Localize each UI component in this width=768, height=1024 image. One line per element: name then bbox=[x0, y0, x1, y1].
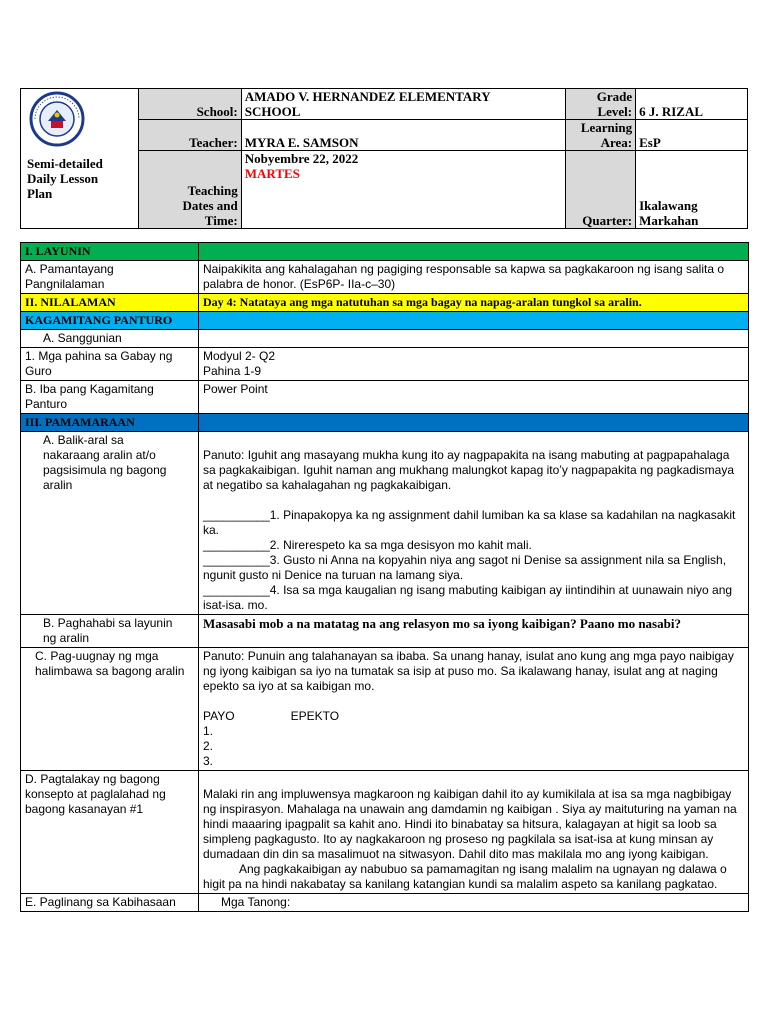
pagtalakay-label: D. Pagtalakay ng bagong konsepto at paglalahad ng bagong kasanayan #1 bbox=[21, 771, 199, 894]
paghahabi-label: B. Paghahabi sa layunin ng aralin bbox=[21, 615, 199, 648]
balik-item-4: __________4. Isa sa mga kaugalian ng isang mabuting kaibigan ay iintindihin at uunawain niyo ang isat-isa. mo. bbox=[203, 583, 733, 612]
pagtalakay-paragraph-1: Malaki rin ang impluwensya magkaroon ng kaibigan dahil ito ay kumikilala at isa sa mga nagbibigay ng inspirasyon. Mahalaga na unawain ang damdamin ng kaibigan . Siya ay maituturing na yaman na hindi maaaring ipagpalit sa kahit ano. Hindi ito binabatay sa hitsura, kalagayan at higit sa loob sa simpleng pagkagusto. Ito ay nagkakaroon ng proseso ng pagkilala sa isat-isa at kung minsan ay dumadaan din din sa masalimuot na sitwasyon. Dahil dito mas makilala mo ang iyong kaibigan. bbox=[203, 787, 737, 861]
paghahabi-text: Masasabi mob a na matatag na ang relasyon mo sa iyong kaibigan? Paano mo nasabi? bbox=[199, 615, 749, 648]
row-pamantayan bbox=[21, 261, 749, 294]
section-pamamaraan-blank bbox=[199, 414, 749, 432]
doc-type-label: Semi-detailed Daily Lesson Plan bbox=[27, 156, 103, 201]
section-row-kagamitan bbox=[21, 312, 749, 330]
section-row-layunin bbox=[21, 243, 749, 261]
date-cell bbox=[241, 151, 565, 229]
teacher-value: MYRA E. SAMSON bbox=[241, 120, 565, 151]
section-pamamaraan: III. PAMAMARAAN bbox=[21, 414, 199, 432]
iba-text: Power Point bbox=[199, 381, 749, 414]
day-value: MARTES bbox=[244, 166, 300, 181]
section-kagamitan-blank bbox=[199, 312, 749, 330]
pamantayan-text: Naipakikita ang kahalagahan ng pagiging responsable sa kapwa sa pagkakaroon ng isang salita o palabra de honor. (EsP6P- IIa-c–30) bbox=[199, 261, 749, 294]
row-paguugnay bbox=[21, 648, 749, 771]
number-1: 1. bbox=[203, 724, 214, 738]
sanggunian-label: A. Sanggunian bbox=[21, 330, 199, 348]
dates-label: Teaching Dates and Time: bbox=[138, 151, 241, 229]
school-label: School: bbox=[138, 89, 241, 120]
row-sanggunian bbox=[21, 330, 749, 348]
deped-seal-icon bbox=[27, 91, 87, 147]
paguugnay-panuto: Panuto: Punuin ang talahanayan sa ibaba. Sa unang hanay, isulat ano kung ang mga payo naibigay ng iyong kaibigan sa iyo na tumatak sa isip at puso mo. Sa ikalawang hanay, isulat ang at naging epekto sa iyo at sa kaibigan mo. bbox=[203, 649, 734, 693]
payo-epekto-header bbox=[203, 709, 744, 724]
section-kagamitan: KAGAMITANG PANTURO bbox=[21, 312, 199, 330]
balik-panuto: Panuto: Iguhit ang masayang mukha kung ito ay nagpapakita na isang mabuting at pagpapahalaga sa pagkakaibigan. Iguhit naman ang mukhang malungkot kapag ito’y nagpapakita ng pagkadismaya at negatibo sa kahalagahan ng pagkakaibigan. bbox=[203, 448, 735, 492]
row-paghahabi bbox=[21, 615, 749, 648]
paglinang-label: E. Paglinang sa Kabihasaan bbox=[21, 894, 199, 912]
date-value: Nobyembre 22, 2022 bbox=[244, 151, 359, 166]
paguugnay-content bbox=[199, 648, 749, 771]
balik-content bbox=[199, 432, 749, 615]
lesson-body-table bbox=[20, 242, 749, 912]
pamantayan-label: A. Pamantayang Pangnilalaman bbox=[21, 261, 199, 294]
iba-label: B. Iba pang Kagamitang Panturo bbox=[21, 381, 199, 414]
quarter-label: Quarter: bbox=[566, 151, 636, 229]
balik-item-1: __________1. Pinapakopya ka ng assignment dahil lumiban ka sa klase sa kadahilan na nagkasakit ka. bbox=[203, 508, 736, 537]
section-layunin: I. LAYUNIN bbox=[21, 243, 199, 261]
quarter-value: Ikalawang Markahan bbox=[636, 151, 748, 229]
row-pagtalakay bbox=[21, 771, 749, 894]
sanggunian-blank bbox=[199, 330, 749, 348]
payo-label: PAYO bbox=[203, 709, 235, 723]
row-iba bbox=[21, 381, 749, 414]
grade-label: Grade Level: bbox=[566, 89, 636, 120]
row-balik-aral bbox=[21, 432, 749, 615]
learning-area-value: EsP bbox=[636, 120, 748, 151]
paguugnay-label: C. Pag-uugnay ng mga halimbawa sa bagong aralin bbox=[21, 648, 199, 771]
number-2: 2. bbox=[203, 739, 214, 753]
section-nilalaman: II. NILALAMAN bbox=[21, 294, 199, 312]
row-gabay bbox=[21, 348, 749, 381]
learning-area-label: Learning Area: bbox=[566, 120, 636, 151]
section-layunin-blank bbox=[199, 243, 749, 261]
section-row-nilalaman bbox=[21, 294, 749, 312]
lesson-header-table bbox=[20, 88, 748, 229]
paglinang-text: Mga Tanong: bbox=[199, 894, 749, 912]
gabay-text: Modyul 2- Q2 Pahina 1-9 bbox=[199, 348, 749, 381]
section-row-pamamaraan bbox=[21, 414, 749, 432]
pagtalakay-paragraph-2: Ang pagkakaibigan ay nabubuo sa pamamagitan ng isang malalim na ugnayan ng dalawa o higit pa na hindi nakabatay sa kanilang katangian kundi sa malalim aspeto sa kanilang pagkatao. bbox=[203, 862, 727, 891]
nilalaman-text: Day 4: Natataya ang mga natutuhan sa mga bagay na napag-aralan tungkol sa aralin. bbox=[199, 294, 749, 312]
header-left-cell bbox=[21, 89, 139, 229]
balik-item-2: __________2. Nirerespeto ka sa mga desisyon mo kahit mali. bbox=[203, 538, 532, 552]
balik-label: A. Balik-aral sa nakaraang aralin at/o pagsisimula ng bagong aralin bbox=[21, 432, 199, 615]
school-value: AMADO V. HERNANDEZ ELEMENTARY SCHOOL bbox=[241, 89, 565, 120]
row-paglinang bbox=[21, 894, 749, 912]
teacher-label: Teacher: bbox=[138, 120, 241, 151]
gabay-label: 1. Mga pahina sa Gabay ng Guro bbox=[21, 348, 199, 381]
balik-item-3: __________3. Gusto ni Anna na kopyahin niya ang sagot ni Denise sa assignment nila sa English, ngunit gusto ni Denice na turuan na lamang siya. bbox=[203, 553, 727, 582]
pagtalakay-content bbox=[199, 771, 749, 894]
grade-value: 6 J. RIZAL bbox=[636, 89, 748, 120]
number-3: 3. bbox=[203, 754, 214, 768]
epekto-label: EPEKTO bbox=[290, 709, 340, 723]
